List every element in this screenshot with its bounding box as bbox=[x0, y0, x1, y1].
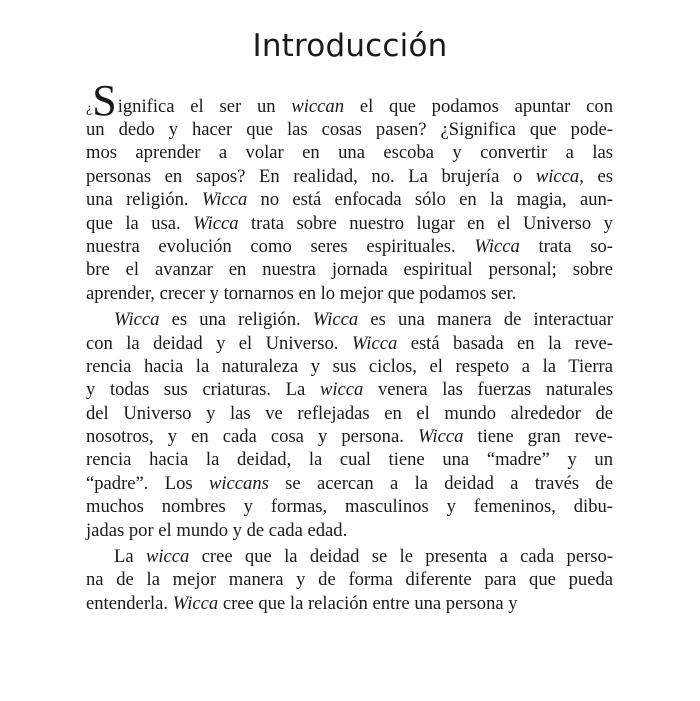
paragraph-2 bbox=[86, 308, 613, 542]
text-run: un dedo y hacer que las cosas pasen? ¿Significa que pode- bbox=[86, 119, 613, 140]
text-run: del Universo y las ve reflejadas en el mundo alrededor de bbox=[86, 402, 613, 424]
text-run: mos aprender a volar en una escoba y convertir a las bbox=[86, 142, 613, 164]
text-run: muchos nombres y formas, masculinos y femeninos, dibu- bbox=[86, 496, 613, 518]
italic-term: Wicca bbox=[193, 212, 239, 234]
text-run: rencia hacia la naturaleza y sus ciclos, el respeto a la Tierra bbox=[86, 355, 613, 377]
text-run: , es bbox=[579, 165, 613, 187]
text-line bbox=[86, 212, 613, 235]
text-line bbox=[86, 141, 613, 164]
text-line bbox=[86, 402, 613, 425]
text-run: jadas por el mundo y de cada edad. bbox=[86, 519, 348, 541]
text-run: que la usa. bbox=[86, 212, 194, 234]
text-line bbox=[86, 235, 613, 258]
text-run: bre el avanzar en nuestra jornada espiritual personal; sobre bbox=[86, 259, 613, 281]
opening-mark: ¿ bbox=[86, 101, 93, 116]
text-line bbox=[86, 472, 613, 495]
text-line bbox=[86, 258, 613, 281]
text-run: La bbox=[114, 546, 146, 568]
italic-term: Wicca bbox=[417, 426, 464, 448]
italic-term: wiccan bbox=[291, 96, 345, 117]
page-title: Introducción bbox=[252, 28, 448, 64]
text-run: el que podamos apuntar con bbox=[344, 96, 613, 117]
text-run: tiene gran reve- bbox=[463, 426, 613, 448]
text-run: aprender, crecer y tornarnos en lo mejor que podamos ser. bbox=[86, 282, 517, 304]
text-line bbox=[86, 545, 613, 568]
text-run: es una religión. bbox=[159, 309, 313, 331]
text-run: es una manera de interactuar bbox=[358, 309, 613, 331]
text-run: trata sobre nuestro lugar en el Universo y bbox=[238, 212, 613, 234]
text-run: con la deidad y el Universo. bbox=[86, 332, 352, 354]
text-run: rencia hacia la deidad, la cual tiene una “madre” y un bbox=[86, 449, 613, 471]
text-run: no está enfocada sólo en la magia, aun- bbox=[247, 189, 613, 211]
italic-term: Wicca bbox=[474, 235, 520, 257]
text-run: nuestra evolución como seres espirituales. bbox=[86, 235, 475, 257]
paragraph-1 bbox=[86, 76, 613, 305]
text-run: venera las fuerzas naturales bbox=[363, 379, 613, 401]
text-line bbox=[86, 332, 613, 355]
text-line bbox=[86, 188, 613, 211]
text-line bbox=[86, 378, 613, 401]
text-line bbox=[86, 165, 613, 188]
italic-term: wiccans bbox=[208, 472, 269, 494]
italic-term: Wicca bbox=[351, 332, 398, 354]
text-run: cree que la deidad se le presenta a cada perso- bbox=[189, 546, 614, 568]
text-line bbox=[86, 118, 613, 141]
text-run: entenderla. bbox=[86, 592, 173, 614]
italic-term: wicca bbox=[145, 546, 190, 568]
text-line bbox=[86, 568, 613, 591]
text-line bbox=[86, 519, 613, 542]
italic-term: wicca bbox=[535, 165, 580, 187]
drop-cap: S bbox=[92, 76, 117, 125]
italic-term: Wicca bbox=[201, 189, 248, 211]
text-line bbox=[86, 592, 613, 615]
text-line bbox=[86, 76, 613, 125]
paragraph-3 bbox=[86, 545, 613, 615]
text-line bbox=[86, 495, 613, 518]
text-run: personas en sapos? En realidad, no. La brujería o bbox=[86, 165, 536, 187]
text-line bbox=[86, 282, 613, 305]
text-line bbox=[86, 448, 613, 471]
body-text bbox=[86, 76, 614, 615]
italic-term: wicca bbox=[319, 379, 364, 401]
italic-term: Wicca bbox=[312, 309, 359, 331]
text-run: cree que la relación entre una persona y bbox=[218, 592, 518, 614]
text-run: na de la mejor manera y de forma diferente para que pueda bbox=[86, 569, 613, 591]
text-run: se acercan a la deidad a través de bbox=[268, 472, 613, 494]
text-run: está basada en la reve- bbox=[397, 332, 613, 354]
italic-term: Wicca bbox=[172, 592, 219, 614]
text-line bbox=[86, 425, 613, 448]
text-run: nosotros, y en cada cosa y persona. bbox=[86, 426, 418, 448]
text-run: y todas sus criaturas. La bbox=[86, 379, 320, 401]
text-line bbox=[86, 355, 613, 378]
text-run: trata so- bbox=[519, 235, 613, 257]
text-line bbox=[86, 308, 613, 331]
text-run: ignifica el ser un bbox=[117, 96, 292, 117]
text-run: una religión. bbox=[86, 189, 202, 211]
italic-term: Wicca bbox=[114, 309, 160, 331]
text-run: “padre”. Los bbox=[86, 472, 209, 494]
